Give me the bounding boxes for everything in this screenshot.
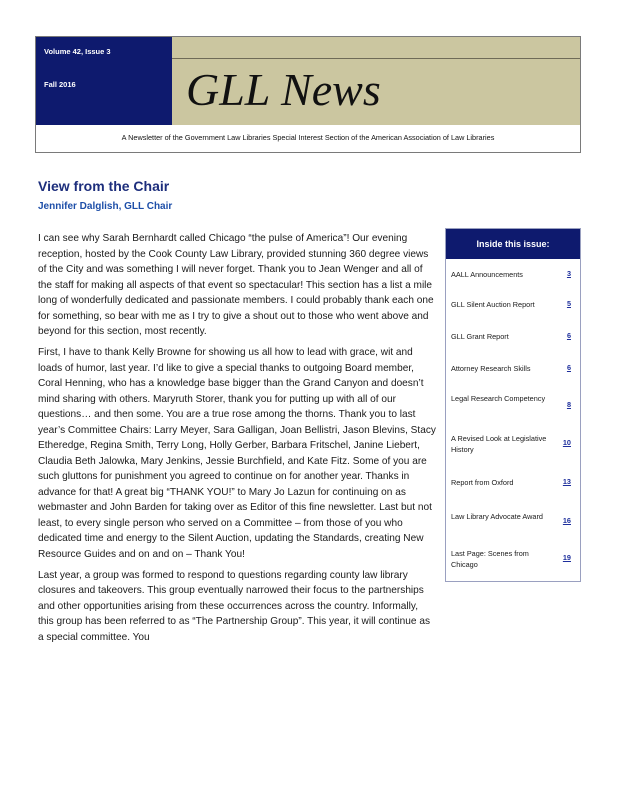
toc-item-label: AALL Announcements: [451, 270, 523, 279]
toc-item-label: Report from Oxford: [451, 478, 514, 487]
toc-page-link[interactable]: 10: [562, 438, 571, 447]
toc-page-link[interactable]: 13: [562, 477, 571, 486]
toc-item-label: GLL Silent Auction Report: [451, 300, 535, 309]
toc-item-label: Legal Research Competency: [451, 394, 546, 403]
article-paragraph: Last year, a group was formed to respond to questions regarding county law library closures and takeovers. This group eventually narrowed their focus to the partnerships and other opportunities arising from these occurrences across the country. Informally, this group has been referred to as “The Partnership Group”. This year, it will continue as a special committee. You: [38, 569, 430, 643]
article-byline: Jennifer Dalglish, GLL Chair: [38, 201, 173, 212]
toc-page-link[interactable]: 8: [566, 400, 571, 409]
masthead: [35, 36, 581, 153]
toc-item-label: A Revised Look at Legislative History: [451, 434, 547, 454]
toc-page-link[interactable]: 5: [566, 299, 571, 308]
inside-this-issue-heading: Inside this issue:: [446, 229, 580, 259]
toc-page-link[interactable]: 6: [566, 363, 571, 372]
toc-page-link[interactable]: 3: [566, 269, 571, 278]
inside-this-issue-box: [445, 228, 581, 582]
masthead-issue-block: [36, 37, 172, 125]
masthead-title-block: [172, 37, 580, 125]
toc-item-label: Attorney Research Skills: [451, 364, 531, 373]
newsletter-tagline: A Newsletter of the Government Law Libraries Special Interest Section of the American Association of Law Libraries: [121, 133, 495, 142]
volume-issue: Volume 42, Issue 3: [44, 47, 111, 56]
article-body: [38, 231, 436, 651]
toc-item-label: Law Library Advocate Award: [451, 512, 543, 521]
article-title: View from the Chair: [38, 178, 170, 194]
toc-page-link[interactable]: 19: [562, 553, 571, 562]
article-paragraph: I can see why Sarah Bernhardt called Chicago “the pulse of America”! Our evening reception, hosted by the Cook County Law Library, provided stunning 360 degree views of the City and was something I will never forget. Thank you to Jean Wenger and all of the staff for making all aspects of that event so spectacular! This section has a list a mile long of wonderfully dedicated and passionate members. I could probably thank each one for something, so bear with me as I try to give a shout out to those who went above and beyond for this section, most recently.: [38, 233, 434, 337]
toc-page-link[interactable]: 16: [562, 516, 571, 525]
article-paragraph: First, I have to thank Kelly Browne for showing us all how to lead with grace, wit and loads of humor, last year. I’d like to give a special thanks to outgoing Board member, Coral Henning, who has a knowledge base bigger than the Grand Canyon and doesn’t mind sharing with others. Maryruth Storer, thank you for putting up with all of our questions… and then some. You are a true rose among the thorns. Thank you to last year’s Committee Chairs: Larry Meyer, Sara Galligan, Joan Bellistri, Jason Blevins, Stacy Etheredge, Regina Smith, Terry Long, Holly Gerber, Barbara Fritschel, Janine Liebert, Claudia Beth Jalowka, Mary Jenkins, Jessie Burchfield, and Kate Fitz. Some of you are such gluttons for punishment you agreed to continue on for another year. Thanks in advance for that! A great big “THANK YOU!” to Mary Jo Lazun for continuing on as webmaster and John Barden for taking over as Editor of this fine newsletter. Last but not least, to every single person who served on a Committee – from those of you who dedicated time and energy to the Silent Auction, updating the Standards, creating New Resource Guides and on and on – Thank You!: [38, 347, 436, 560]
toc-page-link[interactable]: 6: [566, 331, 571, 340]
newsletter-title: GLL News: [186, 64, 381, 115]
toc-item-label: Last Page: Scenes from Chicago: [451, 549, 529, 569]
issue-season: Fall 2016: [44, 80, 76, 89]
toc-item-label: GLL Grant Report: [451, 332, 509, 341]
masthead-rule: [172, 58, 580, 59]
